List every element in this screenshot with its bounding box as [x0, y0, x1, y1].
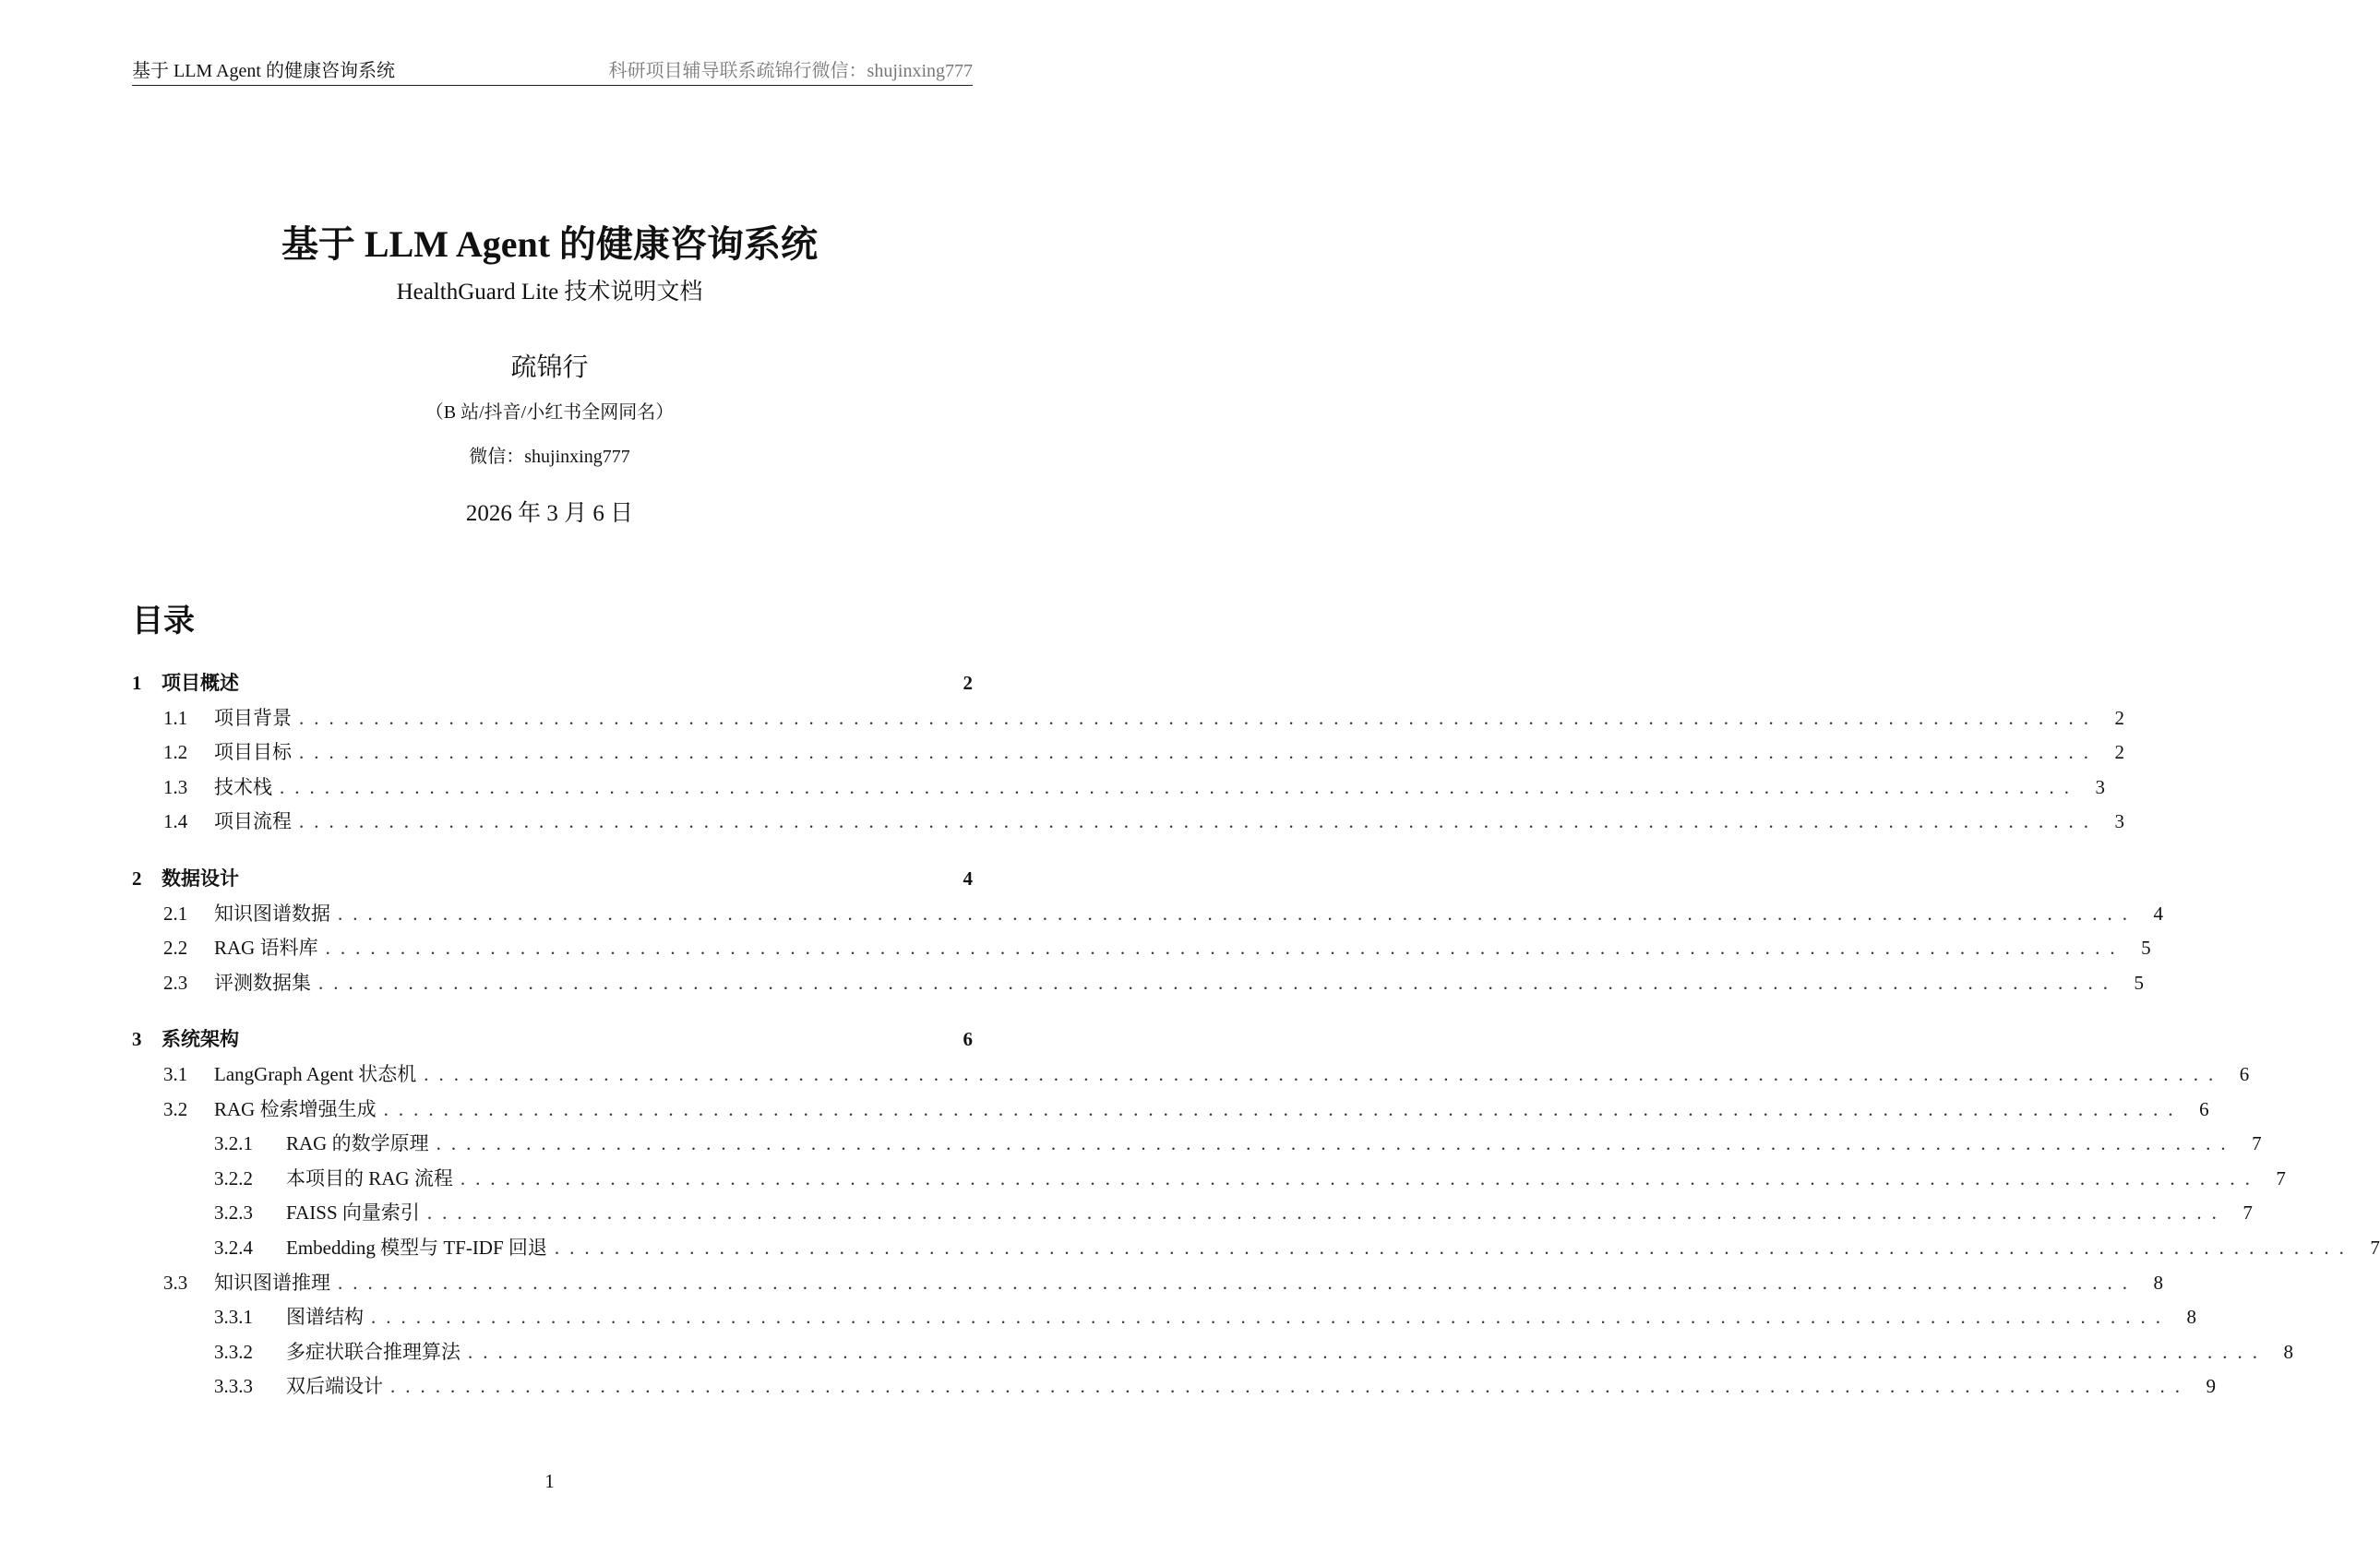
toc-entry-number: 3.2.1 [214, 1132, 253, 1155]
author-wechat: 微信：shujinxing777 [469, 447, 630, 467]
toc-subsection[interactable] [132, 1231, 2380, 1266]
toc-entry-title: Embedding 模型与 TF-IDF 回退 [286, 1236, 547, 1259]
toc-chapter[interactable] [132, 1022, 973, 1058]
toc-entry-number: 1.4 [163, 810, 188, 833]
toc-subsection[interactable] [132, 1162, 2286, 1197]
toc-section[interactable] [132, 1058, 2250, 1093]
toc-leader-dots: ........................................................................................................................ [280, 775, 2079, 798]
toc-leader-dots: ........................................................................................................................ [338, 902, 2137, 925]
toc-entry-page: 6 [2239, 1062, 2250, 1085]
toc-entry-title: 项目流程 [214, 810, 292, 833]
toc-section[interactable] [132, 771, 2105, 806]
toc-entry-page: 6 [2199, 1097, 2209, 1120]
toc-entry-title: 知识图谱推理 [214, 1271, 330, 1294]
toc-leader-dots: ........................................................................................................................ [299, 810, 2099, 833]
toc-entry-title: RAG 语料库 [214, 937, 318, 960]
document-title: 基于 LLM Agent 的健康咨询系统 [281, 223, 819, 265]
toc-entry-title: 图谱结构 [286, 1306, 364, 1329]
toc-entry-page: 4 [2153, 902, 2163, 925]
toc-leader-dots: ........................................................................................................................ [390, 1375, 2190, 1398]
toc-entry-page: 2 [963, 672, 973, 694]
toc-entry-title: 知识图谱数据 [214, 902, 330, 925]
toc-leader-dots: ........................................................................................................................ [424, 1062, 2224, 1085]
toc-entry-title: 本项目的 RAG 流程 [286, 1166, 453, 1189]
table-of-contents [132, 666, 2380, 1405]
toc-section[interactable] [132, 1266, 2163, 1301]
toc-entry-title: 技术栈 [214, 775, 272, 798]
toc-entry-page: 7 [2242, 1201, 2253, 1225]
toc-entry-page: 8 [2153, 1271, 2163, 1294]
toc-chapter[interactable] [132, 862, 973, 897]
toc-entry-title: 项目概述 [161, 672, 239, 694]
toc-leader-dots: ........................................................................................................................ [383, 1097, 2183, 1120]
toc-chapter[interactable] [132, 666, 973, 701]
toc-entry-number: 1.3 [163, 775, 188, 798]
toc-entry-title: 项目目标 [214, 741, 292, 764]
toc-leader-dots: ........................................................................................................................ [299, 706, 2099, 729]
toc-section[interactable] [132, 931, 2151, 966]
toc-entry-page: 5 [2141, 937, 2151, 960]
toc-section[interactable] [132, 966, 2144, 1001]
toc-entry-number: 3.3.1 [214, 1306, 253, 1329]
toc-entry-page: 7 [2370, 1236, 2380, 1259]
toc-entry-number: 2.1 [163, 902, 188, 925]
toc-entry-page: 2 [2114, 741, 2124, 764]
toc-leader-dots: ........................................................................................................................ [436, 1132, 2236, 1155]
toc-entry-page: 4 [963, 867, 973, 890]
toc-section[interactable] [132, 1093, 2209, 1128]
toc-entry-number: 3.3 [163, 1271, 188, 1294]
toc-subsection[interactable] [132, 1369, 2216, 1405]
toc-leader-dots: ........................................................................................................................ [338, 1271, 2137, 1294]
toc-leader-dots: ........................................................................................................................ [468, 1340, 2267, 1363]
toc-entry-page: 9 [2206, 1375, 2216, 1398]
toc-leader-dots: ........................................................................................................................ [325, 937, 2125, 960]
toc-entry-title: 评测数据集 [214, 971, 311, 994]
toc-entry-number: 2.2 [163, 937, 188, 960]
toc-section[interactable] [132, 701, 2124, 736]
toc-leader-dots: ........................................................................................................................ [371, 1306, 2171, 1329]
page-number: 1 [544, 1470, 555, 1492]
toc-entry-title: LangGraph Agent 状态机 [214, 1062, 417, 1085]
toc-entry-page: 2 [2114, 706, 2124, 729]
toc-leader-dots: ........................................................................................................................ [318, 971, 2118, 994]
toc-entry-number: 2.3 [163, 971, 188, 994]
toc-entry-number: 3.2.3 [214, 1201, 253, 1225]
author-note: （B 站/抖音/小红书全网同名） [425, 402, 675, 423]
toc-subsection[interactable] [132, 1300, 2196, 1335]
toc-entry-page: 8 [2283, 1340, 2293, 1363]
toc-subsection[interactable] [132, 1335, 2293, 1370]
toc-entry-title: 项目背景 [214, 706, 292, 729]
toc-entry-title: RAG 检索增强生成 [214, 1097, 377, 1120]
author-name: 疏锦行 [510, 353, 589, 382]
header-title: 基于 LLM Agent 的健康咨询系统 [132, 61, 395, 81]
running-header [132, 57, 973, 86]
toc-entry-number: 3 [132, 1028, 142, 1051]
toc-entry-page: 5 [2134, 971, 2144, 994]
toc-heading: 目录 [132, 604, 195, 639]
toc-entry-page: 7 [2276, 1166, 2286, 1189]
toc-leader-dots: ........................................................................................................................ [554, 1236, 2354, 1259]
toc-entry-number: 3.3.2 [214, 1340, 253, 1363]
toc-section[interactable] [132, 735, 2124, 771]
toc-entry-number: 3.2.2 [214, 1166, 253, 1189]
toc-entry-number: 3.2 [163, 1097, 188, 1120]
toc-subsection[interactable] [132, 1196, 2253, 1231]
toc-leader-dots: ........................................................................................................................ [426, 1201, 2227, 1225]
document-date: 2026 年 3 月 6 日 [465, 501, 634, 526]
toc-entry-number: 3.3.3 [214, 1375, 253, 1398]
toc-leader-dots: ........................................................................................................................ [460, 1166, 2260, 1189]
toc-entry-title: 多症状联合推理算法 [286, 1340, 460, 1363]
toc-entry-title: 双后端设计 [286, 1375, 383, 1398]
toc-entry-number: 1 [132, 672, 142, 694]
toc-entry-title: 数据设计 [161, 867, 239, 890]
toc-section[interactable] [132, 897, 2163, 932]
toc-entry-number: 1.2 [163, 741, 188, 764]
document-subtitle: HealthGuard Lite 技术说明文档 [396, 280, 703, 305]
toc-entry-title: FAISS 向量索引 [286, 1201, 420, 1225]
toc-entry-page: 6 [963, 1028, 973, 1051]
toc-entry-page: 3 [2095, 775, 2105, 798]
toc-entry-number: 3.1 [163, 1062, 188, 1085]
header-contact: 科研项目辅导联系疏锦行微信：shujinxing777 [608, 61, 973, 81]
toc-entry-page: 7 [2252, 1132, 2262, 1155]
toc-subsection[interactable] [132, 1127, 2262, 1162]
toc-entry-title: 系统架构 [161, 1028, 239, 1051]
toc-entry-page: 8 [2186, 1306, 2196, 1329]
toc-leader-dots: ........................................................................................................................ [299, 741, 2099, 764]
toc-entry-number: 2 [132, 867, 142, 890]
toc-entry-number: 1.1 [163, 706, 188, 729]
toc-section[interactable] [132, 805, 2124, 840]
toc-entry-number: 3.2.4 [214, 1236, 253, 1259]
toc-entry-page: 3 [2114, 810, 2124, 833]
toc-entry-title: RAG 的数学原理 [286, 1132, 429, 1155]
